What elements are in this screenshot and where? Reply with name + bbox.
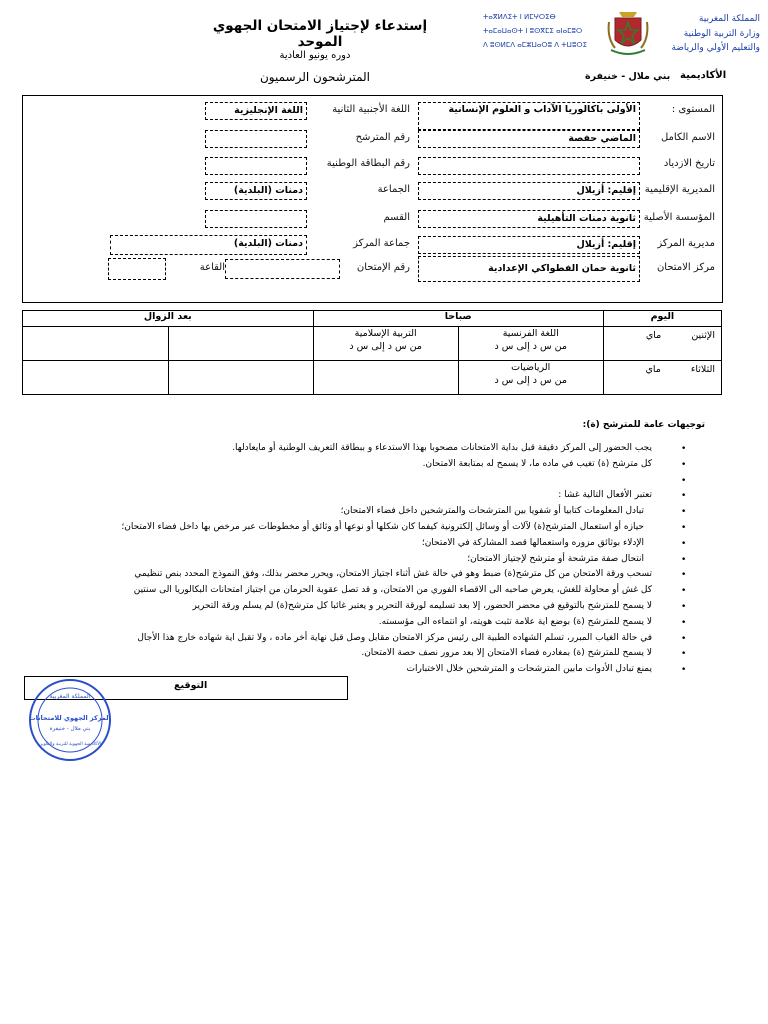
candidate-type: المترشحون الرسميون bbox=[259, 70, 371, 84]
schedule-row bbox=[23, 361, 722, 395]
level-field: الأولى باكالوريا الآداب و العلوم الإنسانية bbox=[418, 102, 640, 130]
bullet-icon: • bbox=[681, 554, 687, 565]
commune-label: الجماعة bbox=[377, 184, 410, 195]
session-label: دوره يونيو العادية bbox=[279, 50, 351, 61]
day-header: اليوم bbox=[603, 311, 721, 327]
month-name: ماي bbox=[645, 364, 661, 375]
note-line: يمنع تبادل الأدوات مابين المترشحات و المترشحين خلال الاختبارات bbox=[406, 664, 652, 675]
fullname-field: الماضي حفصة bbox=[418, 130, 640, 148]
ministry-line-1: المملكة المغربية bbox=[698, 14, 760, 24]
note-line: الإدلاء بوثائق مزوره واستعمالها قصد المشاركة في الامتحان؛ bbox=[421, 537, 644, 548]
room-label: القاعة bbox=[199, 262, 225, 273]
time-range: من س د إلى س د bbox=[349, 341, 422, 352]
section-label: القسم bbox=[383, 212, 410, 223]
time-range: من س د إلى س د bbox=[494, 375, 567, 386]
id-card-field bbox=[205, 157, 307, 175]
bullet-icon: • bbox=[681, 475, 687, 486]
bullet-icon: • bbox=[681, 538, 687, 549]
ministry-tifinagh-3: ⴷ ⵓⵙⵍⵎⴷ ⴰⵎⵣⵡⴰⵔⵓ ⴷ ⵜⵡⵓⵔⵉ bbox=[483, 41, 588, 49]
center-province-field: إقليم: أزيلال bbox=[418, 236, 640, 254]
note-line: لا يسمح للمترشح (ة) بوضع اية علامة تثبت هويته، او انتماءه الى مؤسسته. bbox=[378, 616, 652, 627]
subject-cell-empty bbox=[313, 361, 458, 395]
subject-cell-2 bbox=[458, 327, 603, 361]
schedule-header-row bbox=[23, 311, 722, 327]
ministry-line-3: والتعليم الأولي والرياضة bbox=[671, 43, 760, 53]
academy-value: بني ملال - خنيفرة bbox=[585, 71, 671, 82]
ministry-block bbox=[483, 10, 603, 52]
note-line: تبادل المعلومات كتابيا أو شفويا بين المترشحات والمترشحين داخل فضاء الامتحان؛ bbox=[340, 506, 644, 517]
note-line: انتحال صفة مترشحة أو مترشح لإجتياز الامتحان؛ bbox=[467, 553, 644, 564]
bullet-icon: • bbox=[681, 570, 687, 581]
bullet-icon: • bbox=[681, 602, 687, 612]
room-field bbox=[108, 258, 166, 280]
province-field: إقليم: أزيلال bbox=[418, 182, 640, 200]
bullet-icon: • bbox=[681, 649, 687, 660]
note-line: كل غش أو محاولة للغش، يعرض صاحبه الى الاقصاء الفوري من الامتحان، و قد تصل عقوبة الحرمان من اجتياز امتحانات البكالوريا الى سنتين bbox=[133, 585, 652, 596]
stamp-line-4: الأكاديمية الجهوية للتربية والتكوين bbox=[38, 742, 102, 747]
note-line: حيازه أو استعمال المترشح(ة) لآلات أو وسائل إلكترونية كيفما كان شكلها أو نوعها أو وثائق أو مخطوطات عبر مرخص بها داخل فضاء الامتحان؛ bbox=[121, 522, 644, 532]
second-language-label: اللغة الأجنبية الثانية bbox=[332, 104, 410, 115]
bullet-icon: • bbox=[681, 617, 687, 628]
ministry-tifinagh-1: ⵜⴰⴳⵍⴷⵉⵜ ⵏ ⵍⵎⵖⵔⵉⴱ bbox=[483, 13, 556, 21]
bullet-icon: • bbox=[681, 523, 687, 533]
day-cell bbox=[603, 327, 721, 361]
subject-cell-1 bbox=[458, 361, 603, 395]
note-line: يجب الحضور إلى المركز دقيقة قبل بداية الامتحانات مصحوبا بهذا الاستدعاء و ببطاقة التعريف الوطنية أو مايعادلها. bbox=[232, 443, 652, 453]
notes-title: توجيهات عامة للمترشح (ة): bbox=[582, 420, 705, 430]
schedule-row bbox=[23, 327, 722, 361]
stamp-line-1: المملكة المغربية bbox=[49, 693, 91, 700]
second-language-field: اللغة الإنجليزية bbox=[205, 102, 307, 120]
bullet-icon: • bbox=[681, 491, 687, 502]
exam-center-field: ثانوية حمان الفطواكي الإعدادية bbox=[418, 256, 640, 282]
day-name: الإثنين bbox=[691, 330, 715, 341]
origin-school-field: ثانوية دمنات التأهيلية bbox=[418, 210, 640, 228]
time-range: من س د إلى س د bbox=[494, 341, 567, 352]
exam-center-label: مركز الامتحان bbox=[656, 262, 715, 273]
section-field bbox=[205, 210, 307, 228]
ministry-line-2: وزارة التربية الوطنية bbox=[683, 28, 760, 39]
bullet-icon: • bbox=[681, 459, 687, 470]
morning-header: صباحا bbox=[313, 311, 603, 327]
subject-name: التربية الإسلامية bbox=[354, 328, 417, 339]
ministry-arabic bbox=[652, 12, 760, 56]
note-line: كل مترشح (ة) تغيب في ماده ما، لا يسمح له بمتابعة الامتحان. bbox=[422, 458, 652, 469]
subject-name: اللغة الفرنسية bbox=[502, 328, 559, 339]
note-line: لا يسمح للمترشح (ة) بمغادره فضاء الامتحان إلا بعد مرور نصف حصة الامتحان. bbox=[361, 648, 652, 659]
birthdate-label: تاريخ الازدياد bbox=[663, 158, 715, 169]
afternoon-cell bbox=[23, 327, 314, 361]
ministry-tifinagh-2: ⵜⴰⵎⴰⵡⴰⵙⵜ ⵏ ⵓⵙⴳⵎⵉ ⴰⵏⴰⵎⵓⵔ bbox=[483, 27, 583, 35]
center-commune-field: دمنات (البلدية) bbox=[110, 235, 307, 255]
bullet-icon: • bbox=[681, 633, 687, 644]
subject-name: الرياضيات bbox=[511, 362, 551, 373]
official-stamp-icon bbox=[28, 678, 112, 762]
stamp-line-2: المركز الجهوي للامتحانات bbox=[29, 714, 111, 722]
stamp-line-3: بني ملال - خنيفرة bbox=[49, 726, 91, 732]
bullet-icon: • bbox=[681, 507, 687, 518]
commune-field: دمنات (البلدية) bbox=[205, 182, 307, 200]
id-card-label: رقم البطاقة الوطنية bbox=[326, 158, 410, 169]
note-line: تسحب ورقة الامتحان من كل مترشح(ة) ضبط وهو في حالة غش أثناء اجتياز الامتحان، ويحرر محضر بذلك، وفق النموذج المحدد بنص تنظيمي bbox=[134, 569, 652, 580]
candidate-number-field bbox=[205, 130, 307, 148]
exam-number-field bbox=[225, 259, 340, 279]
candidate-number-label: رقم المترشح bbox=[355, 132, 410, 143]
bullet-icon: • bbox=[681, 586, 687, 597]
subject-cell-1 bbox=[313, 327, 458, 361]
schedule-table bbox=[22, 310, 722, 395]
moroccan-emblem-icon bbox=[605, 10, 651, 58]
exam-number-label: رقم الإمتحان bbox=[356, 262, 410, 273]
center-commune-label: جماعة المركز bbox=[353, 238, 410, 249]
signature-label: التوقيع bbox=[174, 680, 208, 691]
note-line: لا يسمح للمترشح بالتوقيع في محضر الحضور، إلا بعد تسليمه لورقة التحرير و يعتبر غائبا كل مترشح(ة) لم يسلم ورقة التحرير bbox=[192, 601, 652, 611]
page-title: إستدعاء لإجتياز الامتحان الجهوي الموحد bbox=[212, 18, 428, 50]
birthdate-field bbox=[418, 157, 640, 175]
month-name: ماي bbox=[645, 330, 662, 341]
academy-label: الأكاديمية bbox=[680, 70, 727, 81]
origin-school-label: المؤسسة الأصلية bbox=[643, 212, 715, 223]
fullname-label: الاسم الكامل bbox=[660, 132, 715, 143]
day-cell bbox=[603, 361, 721, 395]
center-province-label: مديرية المركز bbox=[657, 238, 715, 249]
province-label: المديرية الإقليمية bbox=[644, 184, 715, 195]
bullet-icon: • bbox=[681, 665, 687, 676]
level-label: المستوى : bbox=[671, 104, 715, 115]
afternoon-cell bbox=[23, 361, 314, 395]
bullet-icon: • bbox=[681, 444, 687, 454]
day-name: الثلاثاء bbox=[690, 364, 715, 375]
afternoon-header: بعد الزوال bbox=[23, 311, 314, 327]
note-line: تعتبر الأفعال التالية غشا : bbox=[558, 490, 652, 501]
note-line: في حالة الغياب المبرر، تسلم الشهاده الطبية الى رئيس مركز الامتحان مقابل وصل قبل نهاية أخر ماده ، ولا تقبل اية شهاده خارج هذا الأجال bbox=[137, 632, 652, 643]
